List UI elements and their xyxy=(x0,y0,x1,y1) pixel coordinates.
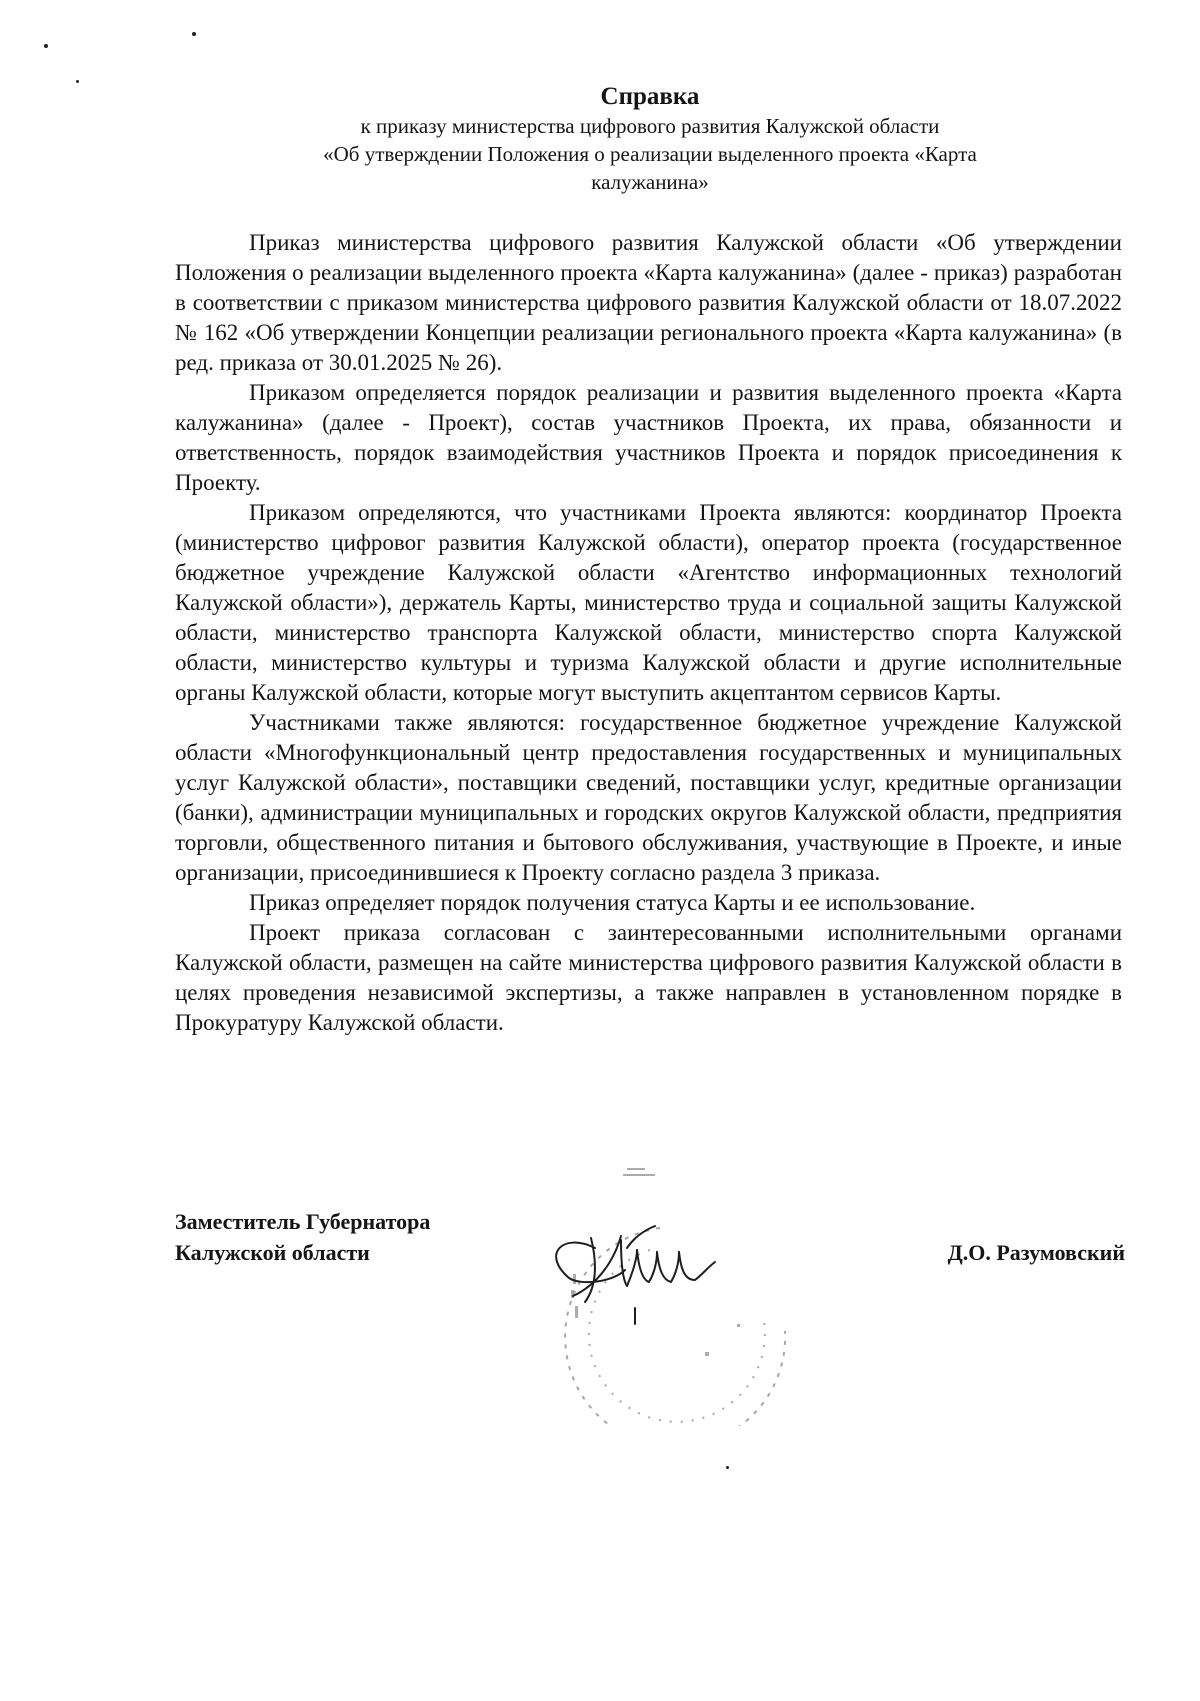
signature-and-stamp-image xyxy=(445,1166,825,1426)
signatory-name: Д.О. Разумовский xyxy=(947,1240,1125,1265)
document-body xyxy=(175,228,1122,1038)
body-paragraph: Приказом определяются, что участниками Проекта являются: координатор Проекта (министерство цифровог развития Калужской области), оператор проекта (государственное бюджетное учреждение Калужской области «Агентство информационных технологий Калужской области»), держатель Карты, министерство труда и социальной защиты Калужской области, министерство транспорта Калужской области, министерство спорта Калужской области, министерство культуры и туризма Калужской области и другие исполнительные органы Калужской области, которые могут выступить акцептантом сервисов Карты. xyxy=(175,500,1122,705)
body-paragraph: Участниками также являются: государственное бюджетное учреждение Калужской области «Многофункциональный центр предоставления государственных и муниципальных услуг Калужской области», поставщики сведений, поставщики услуг, кредитные организации (банки), администрации муниципальных и городских округов Калужской области, предприятия торговли, общественного питания и бытового обслуживания, участвующие в Проекте, и иные организации, присоединившиеся к Проекту согласно раздела 3 приказа. xyxy=(175,710,1122,885)
signatory-position xyxy=(175,1206,430,1268)
body-paragraph: Приказом определяется порядок реализации и развития выделенного проекта «Карта калужанина» (далее - Проект), состав участников Проекта, их права, обязанности и ответственность, порядок взаимодействия участников Проекта и порядок присоединения к Проекту. xyxy=(175,380,1122,495)
body-paragraph: Приказ определяет порядок получения статуса Карты и ее использование. xyxy=(249,890,976,915)
handwritten-signature xyxy=(556,1226,715,1324)
signatory-position-line: Заместитель Губернатора xyxy=(175,1209,431,1234)
scan-speck xyxy=(192,32,196,36)
body-paragraph: Приказ министерства цифрового развития Калужской области «Об утверждении Положения о реализации выделенного проекта «Карта калужанина» (далее - приказ) разработан в соответствии с приказом министерства цифрового развития Калужской области от 18.07.2022 № 162 «Об утверждении Концепции реализации регионального проекта «Карта калужанина» (в ред. приказа от 30.01.2025 № 26). xyxy=(175,230,1122,375)
body-paragraph: Проект приказа согласован с заинтересованными исполнительными органами Калужской области, размещен на сайте министерства цифрового развития Калужской области в целях проведения независимой экспертизы, а также направлен в установленном порядке в Прокуратуру Калужской области. xyxy=(175,920,1122,1035)
signatory-position-line: Калужской области xyxy=(175,1240,370,1265)
document-subtitle-line: «Об утверждении Положения о реализации выделенного проекта «Карта xyxy=(323,142,977,166)
scan-speck xyxy=(44,44,48,48)
document-header xyxy=(175,82,1125,196)
document-subtitle-line: к приказу министерства цифрового развития Калужской области xyxy=(360,114,940,138)
stamp-mark xyxy=(565,1228,785,1426)
scan-speck xyxy=(76,80,79,83)
document-title: Справка xyxy=(600,83,700,110)
scan-speck xyxy=(726,1466,729,1469)
signature-block xyxy=(175,1206,1125,1456)
document-subtitle-line: калужанина» xyxy=(591,170,709,194)
